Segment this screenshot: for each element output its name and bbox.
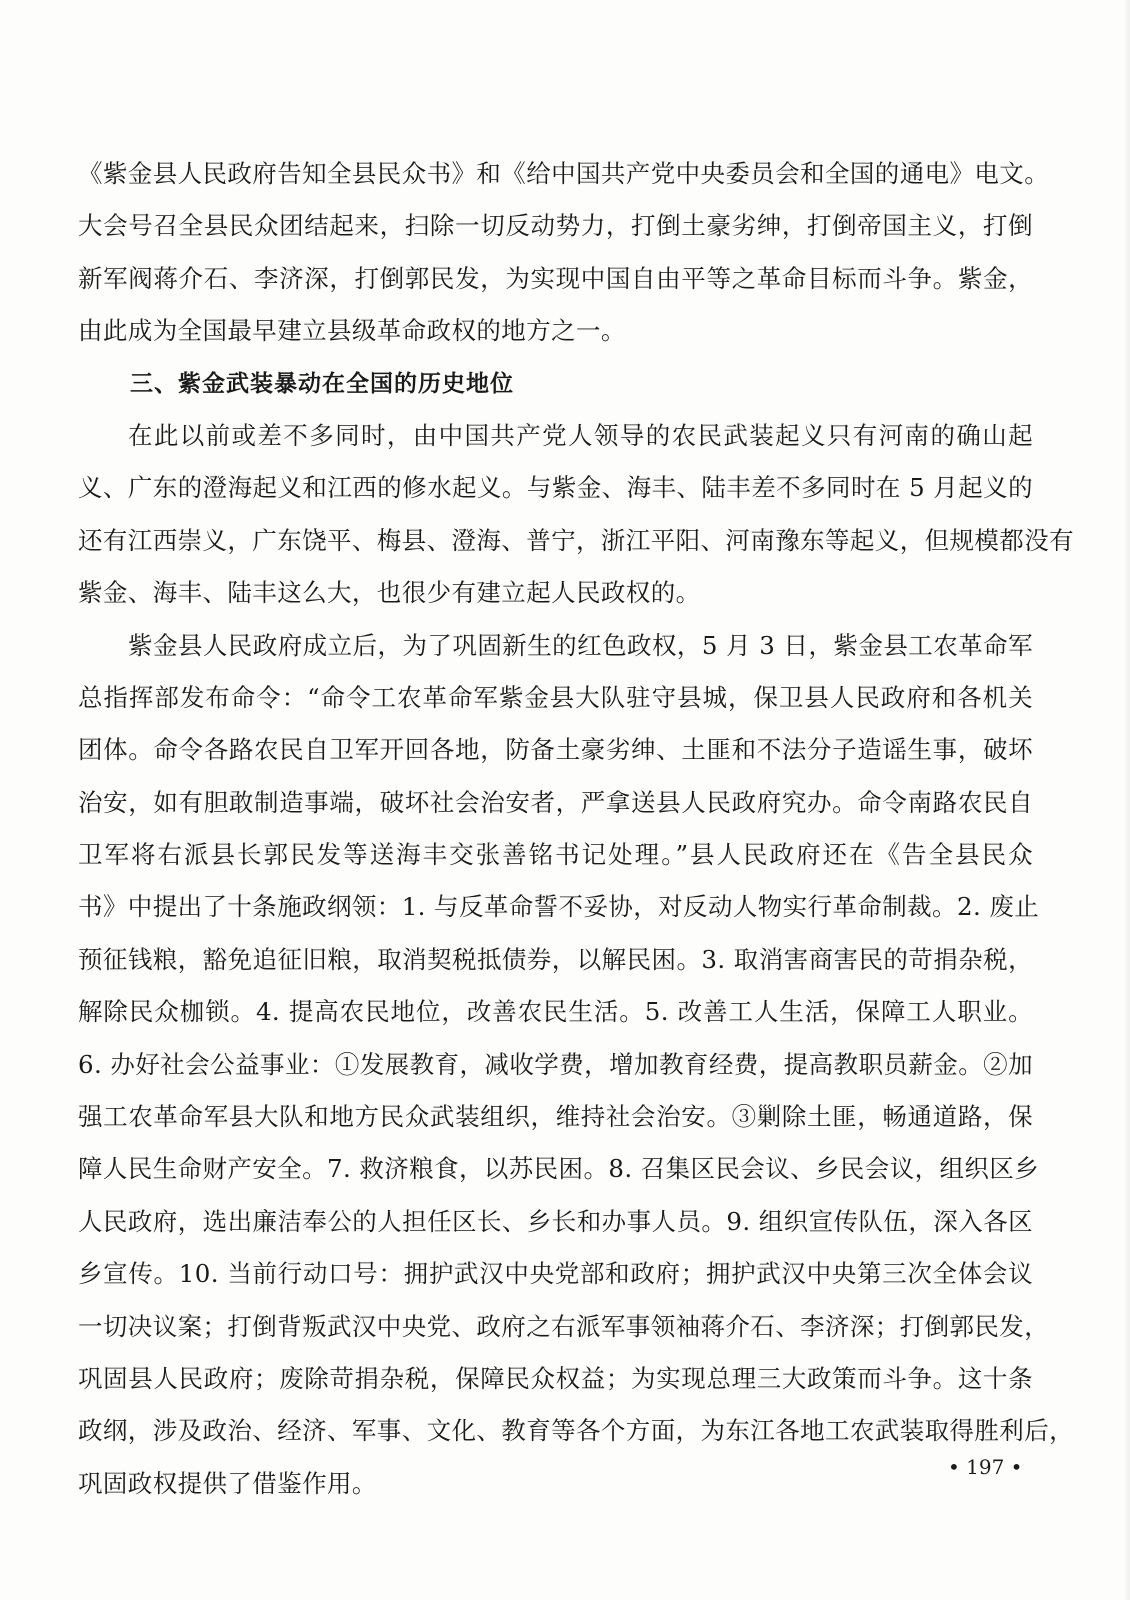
text-line: 在此以前或差不多同时，由中国共产党人领导的农民武装起义只有河南的确山起: [128, 420, 1033, 450]
text-line: 义、广东的澄海起义和江西的修水起义。与紫金、海丰、陆丰差不多同时在 5 月起义的: [78, 473, 1033, 503]
text-line: 大会号召全县民众团结起来，扫除一切反动势力，打倒土豪劣绅，打倒帝国主义，打倒: [78, 211, 1033, 241]
text-line: 总指挥部发布命令：“命令工农革命军紫金县大队驻守县城，保卫县人民政府和各机关: [78, 682, 1033, 712]
body-text: [78, 148, 1074, 1510]
text-line: 预征钱粮，豁免追征旧粮，取消契税抵债券，以解民困。3. 取消害商害民的苛捐杂税，: [78, 944, 1033, 974]
text-line: 治安，如有胆敢制造事端，破坏社会治安者，严拿送县人民政府究办。命令南路农民自: [78, 787, 1033, 817]
text-line: 政纲，涉及政治、经济、军事、文化、教育等各个方面，为东江各地工农武装取得胜利后，: [78, 1416, 1074, 1446]
text-line: 解除民众枷锁。4. 提高农民地位，改善农民生活。5. 改善工人生活，保障工人职业。: [78, 997, 1033, 1027]
paragraph-3: [78, 620, 1074, 1511]
text-line: 6. 办好社会公益事业：①发展教育，减收学费，增加教育经费，提高教职员薪金。②加: [78, 1049, 1033, 1079]
text-line: 还有江西崇义，广东饶平、梅县、澄海、普宁，浙江平阳、河南豫东等起义，但规模都没有: [78, 525, 1074, 555]
paragraph-1: [78, 148, 1050, 358]
text-line: 团体。命令各路农民自卫军开回各地，防备土豪劣绅、土匪和不法分子造谣生事，破坏: [78, 735, 1033, 765]
text-line: 人民政府，选出廉洁奉公的人担任区长、乡长和办事人员。9. 组织宣传队伍，深入各区: [78, 1206, 1033, 1236]
text-line: 巩固县人民政府；废除苛捐杂税，保障民众权益；为实现总理三大政策而斗争。这十条: [78, 1363, 1033, 1393]
text-line: 障人民生命财产安全。7. 救济粮食，以苏民困。8. 召集区民会议、乡民会议，组织区乡: [78, 1154, 1040, 1184]
text-line: 紫金、海丰、陆丰这么大，也很少有建立起人民政权的。: [78, 578, 701, 608]
scan-edge-shadow: [1124, 0, 1130, 1600]
text-line: 强工农革命军县大队和地方民众武装组织，维持社会治安。③剿除土匪，畅通道路，保: [78, 1102, 1033, 1132]
text-line: 卫军将右派县长郭民发等送海丰交张善铭书记处理。”县人民政府还在《告全县民众: [78, 840, 1033, 870]
page-number: • 197 •: [948, 1455, 1023, 1479]
text-line: 由此成为全国最早建立县级革命政权的地方之一。: [78, 316, 626, 346]
text-line: 《紫金县人民政府告知全县民众书》和《给中国共产党中央委员会和全国的通电》电文。: [78, 159, 1050, 188]
text-line: 一切决议案；打倒背叛武汉中央党、政府之右派军事领袖蒋介石、李济深；打倒郭民发，: [78, 1311, 1050, 1341]
text-line: 巩固政权提供了借鉴作用。: [78, 1468, 377, 1498]
text-line: 新军阀蒋介石、李济深，打倒郭民发，为实现中国自由平等之革命目标而斗争。紫金，: [78, 263, 1033, 293]
text-line: 乡宣传。10. 当前行动口号：拥护武汉中央党部和政府；拥护武汉中央第三次全体会议: [78, 1259, 1033, 1289]
paragraph-2: [78, 410, 1074, 620]
text-line: 书》中提出了十条施政纲领：1. 与反革命誓不妥协，对反动人物实行革命制裁。2. 废止: [78, 892, 1040, 922]
section-heading: 三、紫金武装暴动在全国的历史地位: [130, 370, 514, 397]
text-line: 紫金县人民政府成立后，为了巩固新生的红色政权，5 月 3 日，紫金县工农革命军: [128, 630, 1033, 660]
